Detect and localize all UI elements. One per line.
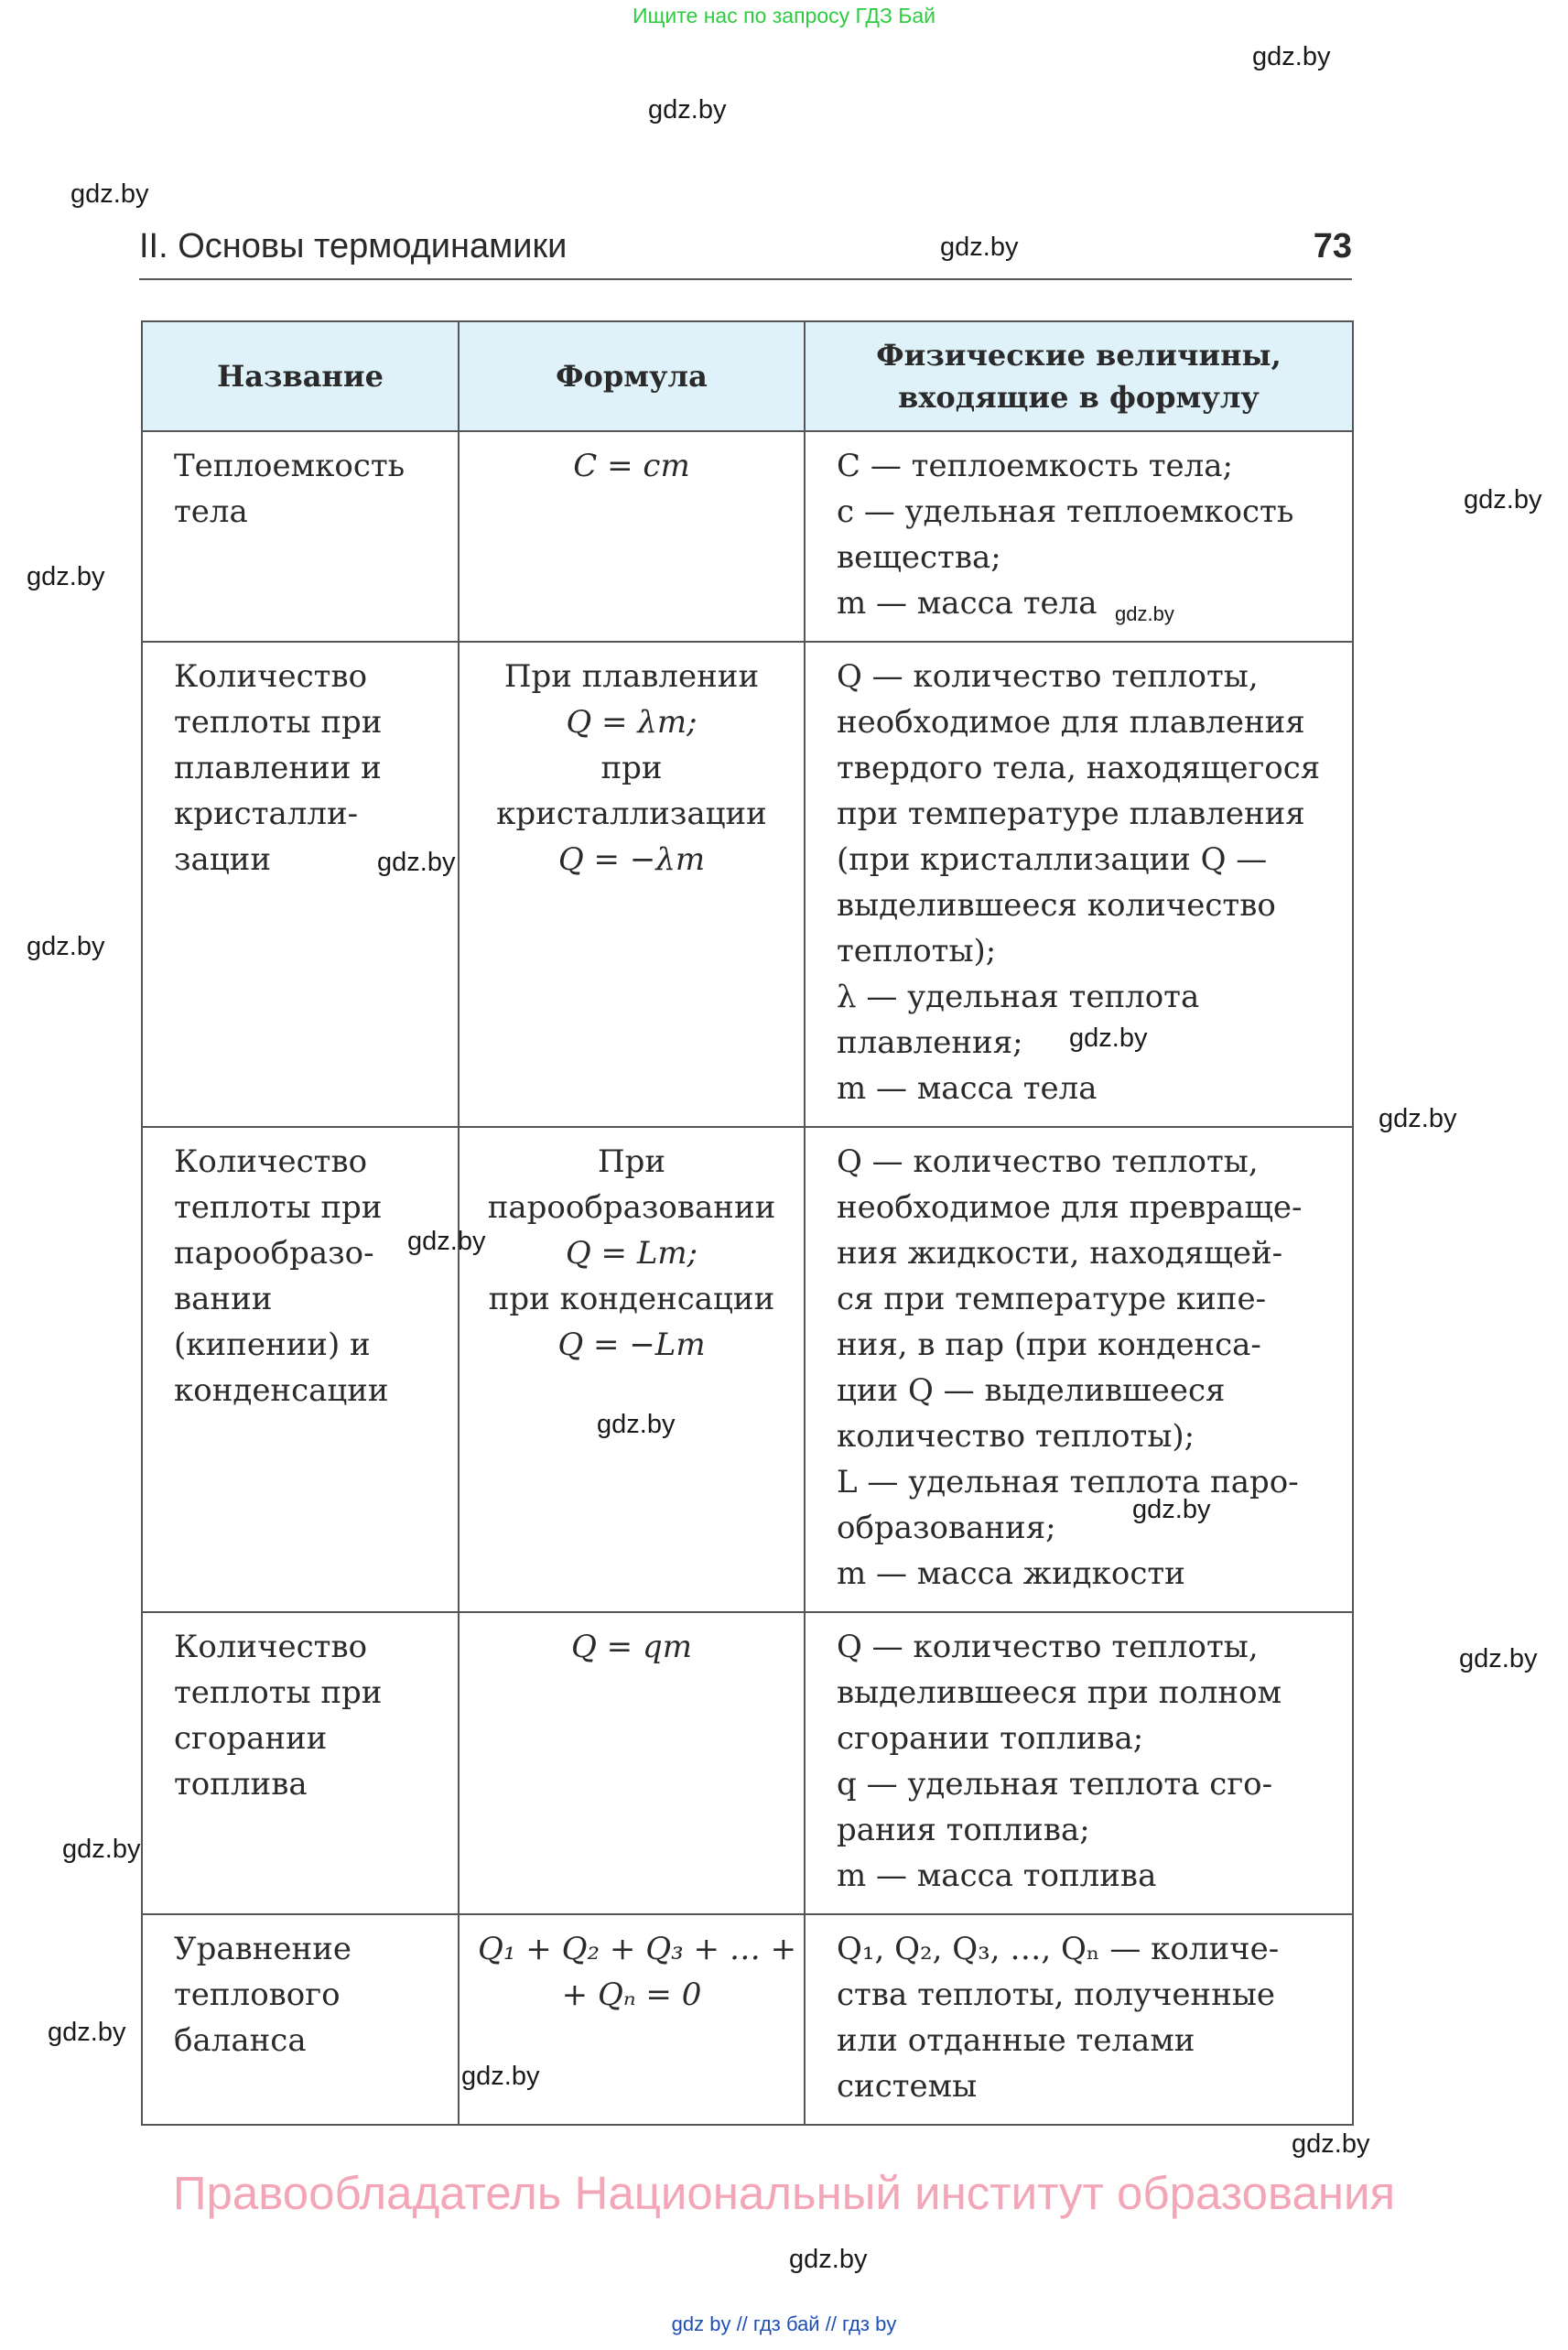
cell-formula	[459, 431, 805, 642]
table-row	[142, 1914, 1353, 2125]
formula-line: при конденсации	[488, 1281, 775, 1317]
cell-line: топлива	[174, 1766, 308, 1803]
cell-line: плавления;	[837, 1024, 1023, 1061]
chapter-title: II. Основы термодинамики	[139, 227, 568, 265]
cell-line: твердого тела, находящегося	[837, 750, 1321, 786]
formula-line: парообразовании	[487, 1189, 776, 1226]
cell-line: парообразо-	[174, 1235, 374, 1272]
formula-line: Q = qm	[571, 1629, 692, 1665]
cell-line: Количество	[174, 1629, 368, 1665]
cell-line: теплового	[174, 1976, 341, 2013]
cell-quantities	[805, 1914, 1353, 2125]
watermark: gdz.by	[377, 848, 456, 877]
table-row	[142, 1127, 1353, 1612]
watermark: gdz.by	[27, 562, 105, 591]
cell-line: (при кристаллизации Q —	[837, 841, 1268, 878]
cell-line: зации	[174, 841, 272, 878]
formula-line: Q₁ + Q₂ + Q₃ + … +	[478, 1931, 797, 1967]
cell-line: λ — удельная теплота	[837, 979, 1200, 1015]
cell-line: Q — количество теплоты,	[837, 1143, 1259, 1180]
watermark: gdz.by	[1379, 1104, 1457, 1133]
cell-line: теплоты при	[174, 704, 383, 741]
watermark: gdz.by	[70, 179, 149, 209]
formula-line: Q = −λm	[557, 841, 706, 878]
table-header-row	[142, 321, 1353, 431]
cell-line: ства теплоты, полученные	[837, 1976, 1276, 2013]
cell-line: сгорании топлива;	[837, 1720, 1144, 1757]
cell-line: ния жидкости, находящей-	[837, 1235, 1283, 1272]
header-line: Название	[217, 359, 384, 394]
footer-links[interactable]: gdz by // гдз бай // гдз by	[671, 2312, 897, 2335]
cell-line: кристалли-	[174, 796, 359, 832]
cell-line: m — масса тела	[837, 585, 1098, 622]
cell-formula	[459, 1127, 805, 1612]
cell-formula	[459, 1612, 805, 1914]
cell-name	[142, 1612, 459, 1914]
formula-line: при	[600, 750, 663, 786]
cell-name	[142, 431, 459, 642]
cell-line: q — удельная теплота сго-	[837, 1766, 1273, 1803]
copyright-notice: Правообладатель Национальный институт образования	[172, 2167, 1396, 2219]
watermark: gdz.by	[1252, 42, 1331, 71]
column-header-formula	[459, 321, 805, 431]
cell-line: m — масса топлива	[837, 1857, 1157, 1894]
cell-name	[142, 642, 459, 1127]
formula-line: При	[597, 1143, 666, 1180]
cell-line: Теплоемкость	[174, 448, 406, 484]
cell-line: выделившееся количество	[837, 887, 1276, 924]
watermark: gdz.by	[1115, 602, 1174, 625]
cell-line: конденсации	[174, 1372, 389, 1409]
cell-line: теплоты при	[174, 1189, 383, 1226]
watermark: gdz.by	[407, 1227, 486, 1256]
top-banner: Ищите нас по запросу ГДЗ Бай	[632, 4, 936, 27]
cell-line: c — удельная теплоемкость	[837, 493, 1294, 530]
cell-line: необходимое для плавления	[837, 704, 1305, 741]
cell-line: Q — количество теплоты,	[837, 658, 1259, 695]
column-header-quantities	[805, 321, 1353, 431]
cell-line: количество теплоты);	[837, 1418, 1195, 1455]
cell-line: образования;	[837, 1510, 1056, 1546]
cell-line: Q₁, Q₂, Q₃, …, Qₙ — количе-	[837, 1931, 1280, 1967]
formula-line: кристаллизации	[496, 796, 767, 832]
cell-name	[142, 1914, 459, 2125]
table-row	[142, 642, 1353, 1127]
cell-line: Уравнение	[174, 1931, 351, 1967]
cell-line: (кипении) и	[174, 1327, 371, 1363]
cell-line: m — масса тела	[837, 1070, 1098, 1107]
cell-quantities	[805, 1612, 1353, 1914]
cell-quantities	[805, 431, 1353, 642]
cell-line: необходимое для превраще-	[837, 1189, 1303, 1226]
formula-line: Q = −Lm	[557, 1327, 706, 1363]
cell-line: C — теплоемкость тела;	[837, 448, 1234, 484]
watermark: gdz.by	[48, 2018, 126, 2047]
column-header-name	[142, 321, 459, 431]
cell-line: баланса	[174, 2022, 307, 2059]
cell-line: при температуре плавления	[837, 796, 1305, 832]
watermark: gdz.by	[789, 2245, 868, 2274]
cell-line: ся при температуре кипе-	[837, 1281, 1267, 1317]
watermark: gdz.by	[461, 2062, 540, 2091]
watermark: gdz.by	[27, 932, 105, 961]
cell-line: системы	[837, 2068, 978, 2105]
watermark: gdz.by	[1132, 1495, 1211, 1524]
header-line: входящие в формулу	[898, 380, 1260, 415]
header-line: Формула	[556, 359, 708, 394]
watermark: gdz.by	[1292, 2129, 1370, 2159]
watermark: gdz.by	[940, 233, 1019, 262]
cell-line: тела	[174, 493, 248, 530]
cell-line: сгорании	[174, 1720, 328, 1757]
cell-line: вании	[174, 1281, 273, 1317]
cell-line: или отданные телами	[837, 2022, 1195, 2059]
cell-quantities	[805, 1127, 1353, 1612]
formula-line: Q = λm;	[566, 704, 697, 741]
cell-line: плавлении и	[174, 750, 382, 786]
cell-line: ния, в пар (при конденса-	[837, 1327, 1261, 1363]
formula-line: Q = Lm;	[565, 1235, 698, 1272]
cell-line: m — масса жидкости	[837, 1555, 1185, 1592]
header-line: Физические величины,	[876, 338, 1281, 373]
formula-line: C = cm	[573, 448, 690, 484]
page-number: 73	[1313, 227, 1352, 265]
header-divider	[139, 278, 1352, 280]
cell-formula	[459, 1914, 805, 2125]
formula-line: + Qₙ = 0	[561, 1976, 702, 2013]
cell-formula	[459, 642, 805, 1127]
cell-line: Количество	[174, 658, 368, 695]
watermark: gdz.by	[1069, 1023, 1148, 1053]
cell-line: ции Q — выделившееся	[837, 1372, 1226, 1409]
cell-line: L — удельная теплота паро-	[837, 1464, 1299, 1500]
cell-line: теплоты);	[837, 933, 997, 969]
cell-line: рания топлива;	[837, 1812, 1090, 1848]
watermark: gdz.by	[648, 95, 727, 125]
formula-line: При плавлении	[503, 658, 760, 695]
watermark: gdz.by	[1459, 1644, 1538, 1673]
cell-line: вещества;	[837, 539, 1001, 576]
cell-name	[142, 1127, 459, 1612]
cell-line: Q — количество теплоты,	[837, 1629, 1259, 1665]
watermark: gdz.by	[1464, 485, 1542, 514]
watermark: gdz.by	[597, 1410, 676, 1439]
formula-table	[141, 320, 1354, 2126]
watermark: gdz.by	[62, 1835, 141, 1864]
cell-line: выделившееся при полном	[837, 1674, 1282, 1711]
cell-line: Количество	[174, 1143, 368, 1180]
cell-quantities	[805, 642, 1353, 1127]
table-row	[142, 1612, 1353, 1914]
cell-line: теплоты при	[174, 1674, 383, 1711]
